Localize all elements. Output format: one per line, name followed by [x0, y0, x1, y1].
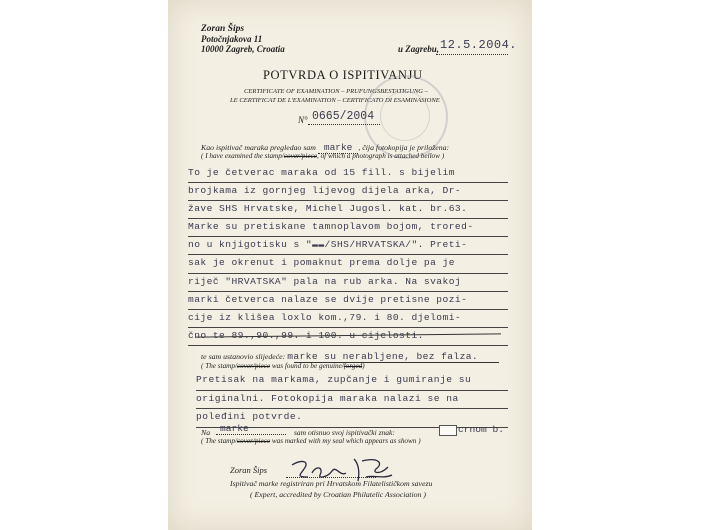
finding-line: Pretisak na markama, zupčanje i gumiranje su — [196, 372, 508, 391]
seal-item: marke — [220, 423, 249, 434]
description-line: marki četverca nalaze se dvije pretisne pozi- — [188, 292, 508, 310]
seal-label-na: Na — [201, 428, 211, 437]
number-label: N° — [298, 115, 308, 125]
description-block — [188, 165, 508, 346]
sender-name: Zoran Šips — [201, 24, 245, 34]
expert-registration: Ispitivač marke registriran pri Hrvatskom Filatelističkom savezu — [230, 479, 433, 488]
certificate-title: POTVRDA O ISPITIVANJU — [263, 68, 423, 82]
description-line: riječ "HRVATSKA" pala na rub arka. Na svakoj — [188, 274, 508, 292]
title-translation-1: CERTIFICATE OF EXAMINATION – PRUFUNGSBESTATIGUNG – — [244, 88, 428, 95]
issue-date: 12.5.2004. — [440, 38, 518, 52]
description-line: no u knjigotisku s "▬▬/SHS/HRVATSKA/". Preti- — [188, 237, 508, 255]
sender-city: 10000 Zagreb, Croatia — [201, 44, 285, 54]
finding-label: te sam ustanovio slijedeće: marke su nerabljene, bez falza. — [201, 351, 479, 362]
seal-label: sam otisnuo svoj ispitivački znak: — [294, 428, 395, 437]
description-line: Marke su pretiskane tamnoplavom bojom, trored- — [188, 219, 508, 237]
description-line: brojkama iz gornjeg lijevog dijela arka, Dr- — [188, 183, 508, 201]
examined-label: Kao ispitivač maraka pregledao sam marke , čija fotokopija je priložena: — [201, 142, 450, 153]
description-line: čno te 89.,90.,99. i 100. u cijelosti. — [188, 328, 508, 346]
examined-translation: ( I have examined the stamp/cover/piece, of which a photograph is attached bellow ) — [201, 152, 445, 160]
description-line: žave SHS Hrvatske, Michel Jugosl. kat. br.63. — [188, 201, 508, 219]
seal-translation: ( The stamp/cover/piece was marked with my seal which appears as shown ) — [201, 437, 421, 445]
signer-name: Zoran Šips — [230, 465, 268, 475]
examined-item: marke — [318, 142, 359, 154]
certificate-number: 0665/2004 — [312, 110, 375, 123]
expert-seal-mark — [439, 425, 457, 436]
seal-color: crnom b. — [458, 424, 505, 435]
sender-street: Potočnjakova 11 — [201, 34, 263, 44]
description-line: To je četverac maraka od 15 fill. s bijelim — [188, 165, 508, 183]
expert-registration-translation: ( Expert, accredited by Croatian Philatelic Association ) — [250, 490, 426, 499]
finding-line: poleđini potvrde. — [196, 409, 508, 428]
description-line: cije iz klišeа loxlo kom.,79. i 80. djelomi- — [188, 310, 508, 328]
description-line: sak je okrenut i pomaknut prema dolje pa je — [188, 255, 508, 273]
finding-value: marke su nerabljene, bez falza. — [287, 351, 479, 362]
certificate-document — [168, 0, 532, 530]
finding-details — [196, 372, 508, 428]
finding-translation: ( The stamp/cover/piece was found to be genuine/forged) — [201, 362, 365, 370]
title-translation-2: LE CERTIFICAT DE L'EXAMINATION – CERTIFICATO DI ESAMINASIONE — [230, 97, 440, 104]
place-label: u Zagrebu, — [398, 44, 440, 54]
finding-line: originalni. Fotokopija maraka nalazi se na — [196, 391, 508, 410]
